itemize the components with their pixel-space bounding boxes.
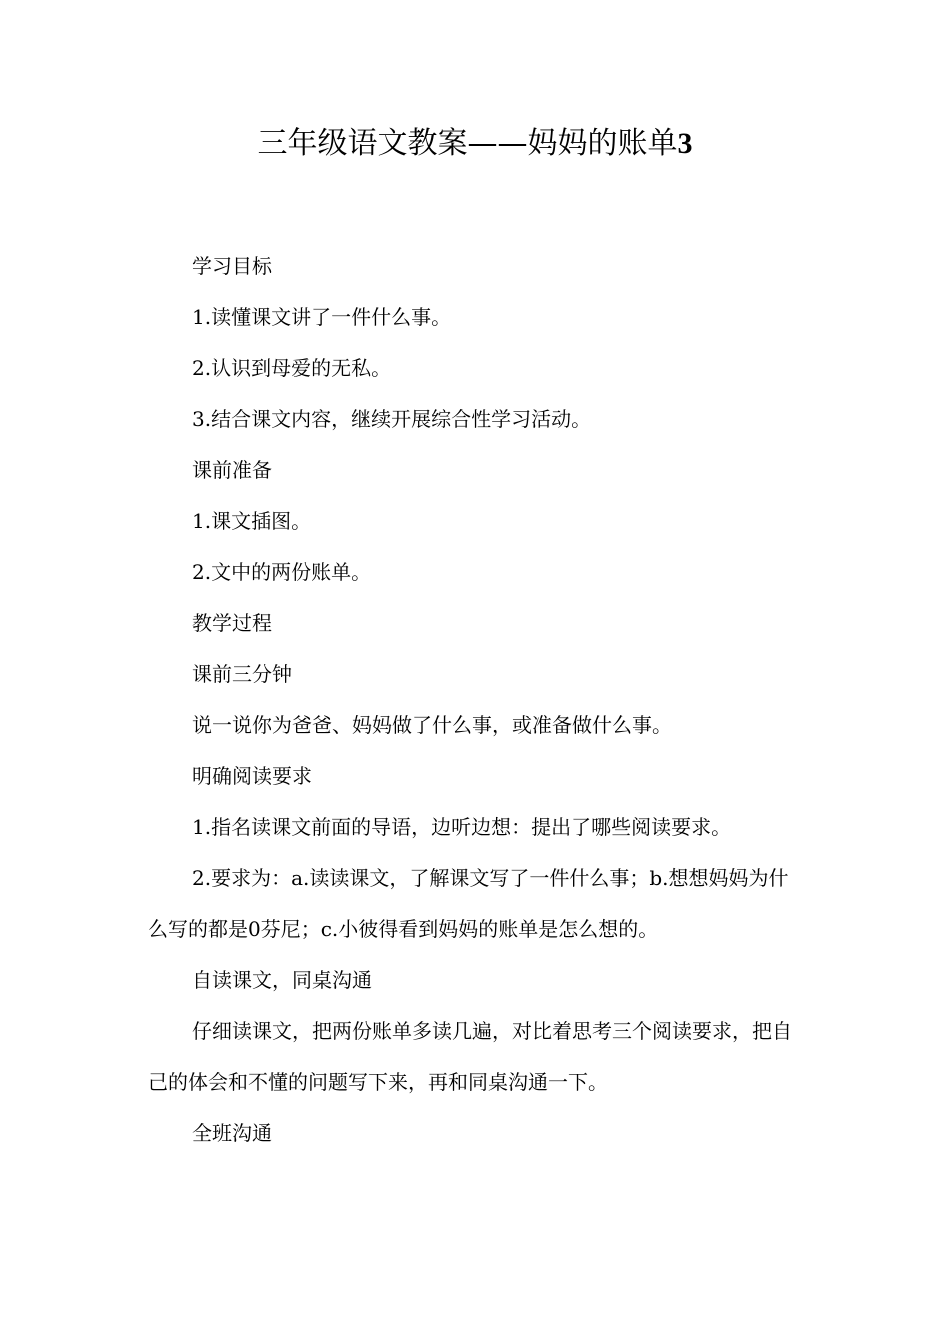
goal-item-2: 2.认识到母爱的无私。	[192, 356, 392, 380]
preparation-item-2: 2.文中的两份账单。	[192, 560, 372, 584]
preparation-item-1: 1.课文插图。	[192, 509, 312, 533]
requirements-item-1: 1.指名读课文前面的导语，边听边想：提出了哪些阅读要求。	[192, 815, 732, 839]
subheading-self-reading: 自读课文，同桌沟通	[192, 968, 372, 992]
paragraph-three-minutes: 说一说你为爸爸、妈妈做了什么事，或准备做什么事。	[192, 713, 672, 737]
paragraph-self-reading: 仔细读课文，把两份账单多读几遍，对比着思考三个阅读要求，把自己的体会和不懂的问题写下来，再和同桌沟通一下。	[148, 1019, 792, 1094]
section-heading-preparation: 课前准备	[192, 458, 272, 482]
title-number: 3	[677, 127, 693, 160]
requirements-item-2: 2.要求为：a.读读课文，了解课文写了一件什么事；b.想想妈妈为什么写的都是0芬尼；c.小彼得看到妈妈的账单是怎么想的。	[148, 866, 789, 941]
goal-item-3: 3.结合课文内容，继续开展综合性学习活动。	[192, 407, 592, 431]
document-body	[148, 241, 808, 1159]
title-text: 三年级语文教案——妈妈的账单	[257, 126, 678, 161]
section-heading-process: 教学过程	[192, 611, 272, 635]
subheading-three-minutes: 课前三分钟	[192, 662, 292, 686]
goal-item-1: 1.读懂课文讲了一件什么事。	[192, 305, 452, 329]
section-heading-goals: 学习目标	[192, 254, 272, 278]
subheading-class-discussion: 全班沟通	[192, 1121, 272, 1145]
document-title	[0, 122, 950, 166]
subheading-reading-requirements: 明确阅读要求	[192, 764, 312, 788]
